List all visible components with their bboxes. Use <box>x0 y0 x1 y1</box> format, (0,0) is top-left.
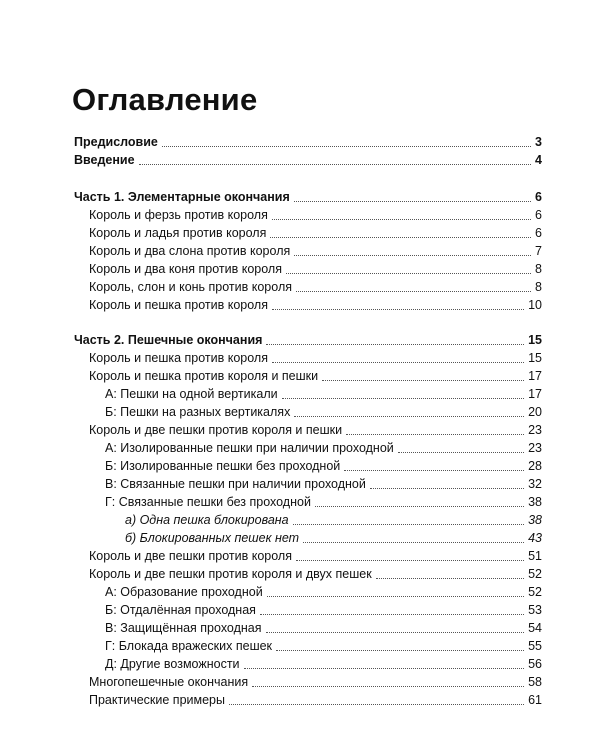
toc-entry-label: А: Образование проходной <box>105 585 263 599</box>
toc-entry[interactable] <box>89 691 542 709</box>
toc-page-number: 6 <box>535 190 542 204</box>
toc-entry-part-2[interactable] <box>74 331 542 349</box>
toc-entry-label: Король и ферзь против короля <box>89 208 268 222</box>
dot-leader <box>294 245 531 256</box>
toc-entry[interactable] <box>89 296 542 314</box>
dot-leader <box>282 388 525 399</box>
toc-page-number: 54 <box>528 621 542 635</box>
dot-leader <box>266 622 525 633</box>
dot-leader <box>139 154 531 165</box>
toc-entry[interactable] <box>105 601 542 619</box>
dot-leader <box>272 352 524 363</box>
toc-entry-label: Введение <box>74 153 135 167</box>
toc-page-number: 38 <box>528 495 542 509</box>
toc-entry-label: Король и два коня против короля <box>89 262 282 276</box>
toc-entry-label: Король и две пешки против короля и пешки <box>89 423 343 437</box>
toc-page-number: 43 <box>528 531 542 545</box>
toc-page-number: 10 <box>528 298 542 312</box>
toc-entry[interactable] <box>89 673 542 691</box>
dot-leader <box>294 406 524 417</box>
dot-leader <box>267 586 524 597</box>
toc-page-number: 20 <box>528 405 542 419</box>
dot-leader <box>244 658 525 669</box>
toc-entry[interactable] <box>105 385 542 403</box>
dot-leader <box>376 568 524 579</box>
toc-entry[interactable] <box>125 511 542 529</box>
dot-leader <box>272 209 531 220</box>
dot-leader <box>266 334 524 345</box>
dot-leader <box>315 496 524 507</box>
toc-entry-preface[interactable] <box>74 133 542 151</box>
toc-page-number: 8 <box>535 262 542 276</box>
toc-entry-label: Король и пешка против короля и пешки <box>89 369 319 383</box>
toc-page-number: 58 <box>528 675 542 689</box>
toc-entry[interactable] <box>89 224 542 242</box>
toc-entry-label: Б: Отдалённая проходная <box>105 603 256 617</box>
dot-leader <box>322 370 524 381</box>
toc-page-number: 51 <box>528 549 542 563</box>
toc-entry-label: Г: Блокада вражеских пешек <box>105 639 273 653</box>
toc-entry-label: Король и две пешки против короля <box>89 549 292 563</box>
toc-entry-label: Б: Изолированные пешки без проходной <box>105 459 341 473</box>
toc-entry-label: Многопешечные окончания <box>89 675 249 689</box>
toc-page-number: 17 <box>528 387 542 401</box>
toc-entry[interactable] <box>105 655 542 673</box>
toc-page-number: 3 <box>535 135 542 149</box>
toc-entry-label: А: Пешки на одной вертикали <box>105 387 278 401</box>
toc-page-number: 15 <box>528 351 542 365</box>
toc-entry-label: Часть 1. Элементарные окончания <box>74 190 290 204</box>
toc-entry[interactable] <box>89 565 542 583</box>
toc-page-number: 53 <box>528 603 542 617</box>
toc-entry[interactable] <box>105 493 542 511</box>
dot-leader <box>286 263 531 274</box>
toc-page-number: 52 <box>528 585 542 599</box>
toc-page-number: 32 <box>528 477 542 491</box>
toc-entry-label: Король и ладья против короля <box>89 226 267 240</box>
toc-entry-label: Часть 2. Пешечные окончания <box>74 333 263 347</box>
dot-leader <box>296 550 524 561</box>
dot-leader <box>344 460 524 471</box>
toc-entry[interactable] <box>105 439 542 457</box>
toc-entry[interactable] <box>105 619 542 637</box>
toc-entry[interactable] <box>89 260 542 278</box>
toc-entry-part-1[interactable] <box>74 188 542 206</box>
toc-page-number: 55 <box>528 639 542 653</box>
toc-entry[interactable] <box>89 242 542 260</box>
toc-entry[interactable] <box>89 206 542 224</box>
dot-leader <box>272 299 524 310</box>
toc-entry-label: Д: Другие возможности <box>105 657 240 671</box>
toc-entry-label: А: Изолированные пешки при наличии проходной <box>105 441 394 455</box>
toc-page-number: 38 <box>528 513 542 527</box>
toc-entry[interactable] <box>89 349 542 367</box>
toc-entry[interactable] <box>89 547 542 565</box>
dot-leader <box>346 424 524 435</box>
toc-entry-label: б) Блокированных пешек нет <box>125 531 300 545</box>
toc-page-number: 4 <box>535 153 542 167</box>
toc-entry[interactable] <box>89 278 542 296</box>
toc-entry-introduction[interactable] <box>74 151 542 169</box>
toc-entry[interactable] <box>105 403 542 421</box>
dot-leader <box>293 514 524 525</box>
toc-page-number: 8 <box>535 280 542 294</box>
toc-page-number: 6 <box>535 226 542 240</box>
toc-entry-label: Король, слон и конь против короля <box>89 280 293 294</box>
toc-page-number: 17 <box>528 369 542 383</box>
dot-leader <box>296 281 531 292</box>
dot-leader <box>370 478 524 489</box>
toc-entry-label: Король и две пешки против короля и двух пешек <box>89 567 372 581</box>
toc-page-number: 52 <box>528 567 542 581</box>
toc-page-number: 23 <box>528 441 542 455</box>
dot-leader <box>260 604 524 615</box>
toc-entry-label: Предисловие <box>74 135 158 149</box>
toc-entry[interactable] <box>105 637 542 655</box>
dot-leader <box>398 442 524 453</box>
toc-entry[interactable] <box>105 457 542 475</box>
toc-entry[interactable] <box>125 529 542 547</box>
toc-entry-label: Практические примеры <box>89 693 225 707</box>
toc-entry-label: Б: Пешки на разных вертикалях <box>105 405 291 419</box>
toc-page-number: 23 <box>528 423 542 437</box>
toc-page-number: 56 <box>528 657 542 671</box>
dot-leader <box>270 227 531 238</box>
dot-leader <box>229 694 524 705</box>
toc-page-number: 28 <box>528 459 542 473</box>
toc-entry[interactable] <box>105 583 542 601</box>
toc-entry[interactable] <box>105 475 542 493</box>
toc-page-number: 15 <box>528 333 542 347</box>
toc-entry-label: Г: Связанные пешки без проходной <box>105 495 311 509</box>
toc-entry-label: Король и пешка против короля <box>89 351 268 365</box>
dot-leader <box>162 136 531 147</box>
toc-entry-label: Король и пешка против короля <box>89 298 268 312</box>
toc-page-number: 7 <box>535 244 542 258</box>
toc-entry-label: В: Связанные пешки при наличии проходной <box>105 477 366 491</box>
toc-entry[interactable] <box>89 421 542 439</box>
dot-leader <box>294 191 531 202</box>
toc-entry-label: а) Одна пешка блокирована <box>125 513 289 527</box>
dot-leader <box>252 676 524 687</box>
dot-leader <box>276 640 524 651</box>
toc-page-number: 61 <box>528 693 542 707</box>
toc-page-number: 6 <box>535 208 542 222</box>
dot-leader <box>303 532 524 543</box>
toc-entry-label: В: Защищённая проходная <box>105 621 262 635</box>
page-title: Оглавление <box>72 82 258 117</box>
toc-entry-label: Король и два слона против короля <box>89 244 291 258</box>
toc-entry[interactable] <box>89 367 542 385</box>
